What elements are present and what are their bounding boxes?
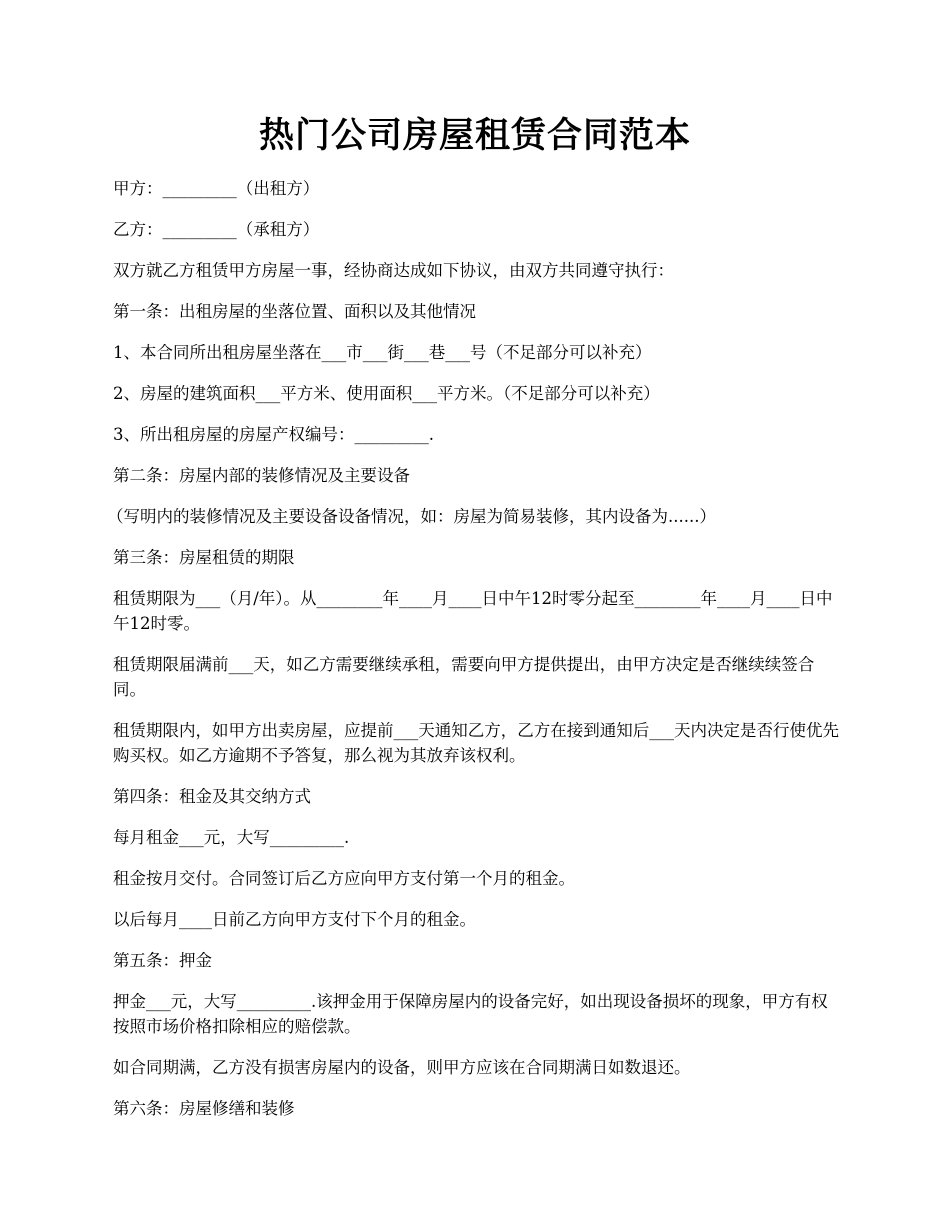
intro-paragraph: 双方就乙方租赁甲方房屋一事，经协商达成如下协议，由双方共同遵守执行：	[113, 261, 674, 280]
article-2-note: （写明内的装修情况及主要设备设备情况，如：房屋为简易装修，其内设备为......）	[107, 507, 716, 526]
document-body	[107, 176, 841, 1137]
party-a-line: 甲方：_________（出租方）	[113, 179, 320, 198]
deposit-paragraph: 押金___元，大写_________.该押金用于保障房屋内的设备完好，如出现设备损坏的现象，甲方有权按照市场价格扣除相应的赔偿款。	[113, 992, 828, 1036]
renewal-paragraph: 租赁期限届满前___天，如乙方需要继续承租，需要向甲方提供提出，由甲方决定是否继续续签合同。	[113, 655, 815, 699]
article-4-heading: 第四条：租金及其交纳方式	[113, 787, 311, 806]
rent-deadline-line: 以后每月____日前乙方向甲方支付下个月的租金。	[113, 910, 476, 929]
rent-payment-line: 租金按月交付。合同签订后乙方应向甲方支付第一个月的租金。	[113, 869, 575, 888]
article-1-item-1: 1、本合同所出租房屋坐落在___市___街___巷___号（不足部分可以补充）	[113, 343, 652, 362]
article-1-item-3: 3、所出租房屋的房屋产权编号：_________.	[113, 425, 434, 444]
lease-term-paragraph: 租赁期限为___（月/年）。从________年____月____日中午12时零分起至________年____月____日中午12时零。	[113, 589, 833, 633]
article-1-item-2: 2、房屋的建筑面积___平方米、使用面积___平方米。（不足部分可以补充）	[113, 384, 660, 403]
article-1-heading: 第一条：出租房屋的坐落位置、面积以及其他情况	[113, 302, 476, 321]
document-title: 热门公司房屋租赁合同范本	[258, 115, 691, 156]
article-3-heading: 第三条：房屋租赁的期限	[113, 548, 295, 567]
monthly-rent-line: 每月租金___元，大写_________.	[113, 828, 350, 847]
deposit-refund-line: 如合同期满，乙方没有损害房屋内的设备，则甲方应该在合同期满日如数退还。	[113, 1058, 691, 1077]
article-2-heading: 第二条：房屋内部的装修情况及主要设备	[113, 466, 410, 485]
article-5-heading: 第五条：押金	[113, 951, 212, 970]
article-6-heading: 第六条：房屋修缮和装修	[113, 1099, 295, 1118]
party-b-line: 乙方：_________（承租方）	[113, 220, 320, 239]
sale-notice-paragraph: 租赁期限内，如甲方出卖房屋，应提前___天通知乙方，乙方在接到通知后___天内决定是否行使优先购买权。如乙方逾期不予答复，那么视为其放弃该权利。	[113, 721, 839, 765]
